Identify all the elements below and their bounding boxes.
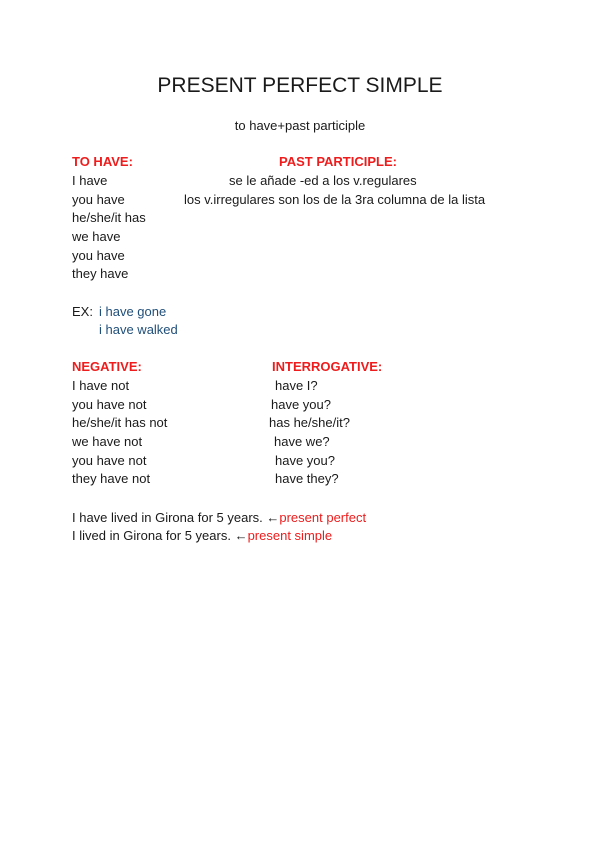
example-item: i have walked	[99, 322, 178, 337]
to-have-row: you have	[72, 248, 125, 263]
to-have-heading: TO HAVE:	[72, 154, 133, 169]
negative-row: they have not	[72, 471, 151, 486]
example-item: i have gone	[99, 304, 167, 319]
past-participle-heading: PAST PARTICIPLE:	[279, 154, 397, 169]
comparison-sentence: I have lived in Girona for 5 years. ←	[72, 510, 280, 525]
interrogative-row: have I?	[275, 378, 318, 393]
negative-row: we have not	[72, 434, 143, 449]
to-have-row: I have	[72, 173, 108, 188]
comparison-line-present-simple	[72, 528, 332, 543]
interrogative-row: has he/she/it?	[269, 415, 350, 430]
negative-row: he/she/it has not	[72, 415, 168, 430]
interrogative-heading: INTERROGATIVE:	[272, 359, 383, 374]
page-title: PRESENT PERFECT SIMPLE	[157, 74, 443, 97]
interrogative-row: have we?	[274, 434, 330, 449]
to-have-row: you have	[72, 192, 125, 207]
to-have-row: they have	[72, 266, 129, 281]
negative-row: I have not	[72, 378, 130, 393]
to-have-row: he/she/it has	[72, 210, 146, 225]
regular-verbs-note: se le añade -ed a los v.regulares	[229, 173, 417, 188]
interrogative-row: have you?	[275, 453, 335, 468]
negative-heading: NEGATIVE:	[72, 359, 142, 374]
comparison-line-present-perfect	[72, 510, 366, 525]
comparison-sentence: I lived in Girona for 5 years. ←	[72, 528, 248, 543]
example-label: EX:	[72, 304, 93, 319]
interrogative-row: have you?	[271, 397, 331, 412]
negative-row: you have not	[72, 453, 147, 468]
tense-label: present perfect	[279, 510, 367, 525]
negative-row: you have not	[72, 397, 147, 412]
to-have-row: we have	[72, 229, 121, 244]
interrogative-row: have they?	[275, 471, 339, 486]
tense-label: present simple	[247, 528, 333, 543]
page-subtitle: to have+past participle	[234, 118, 366, 133]
irregular-verbs-note: los v.irregulares son los de la 3ra columna de la lista	[184, 192, 486, 207]
